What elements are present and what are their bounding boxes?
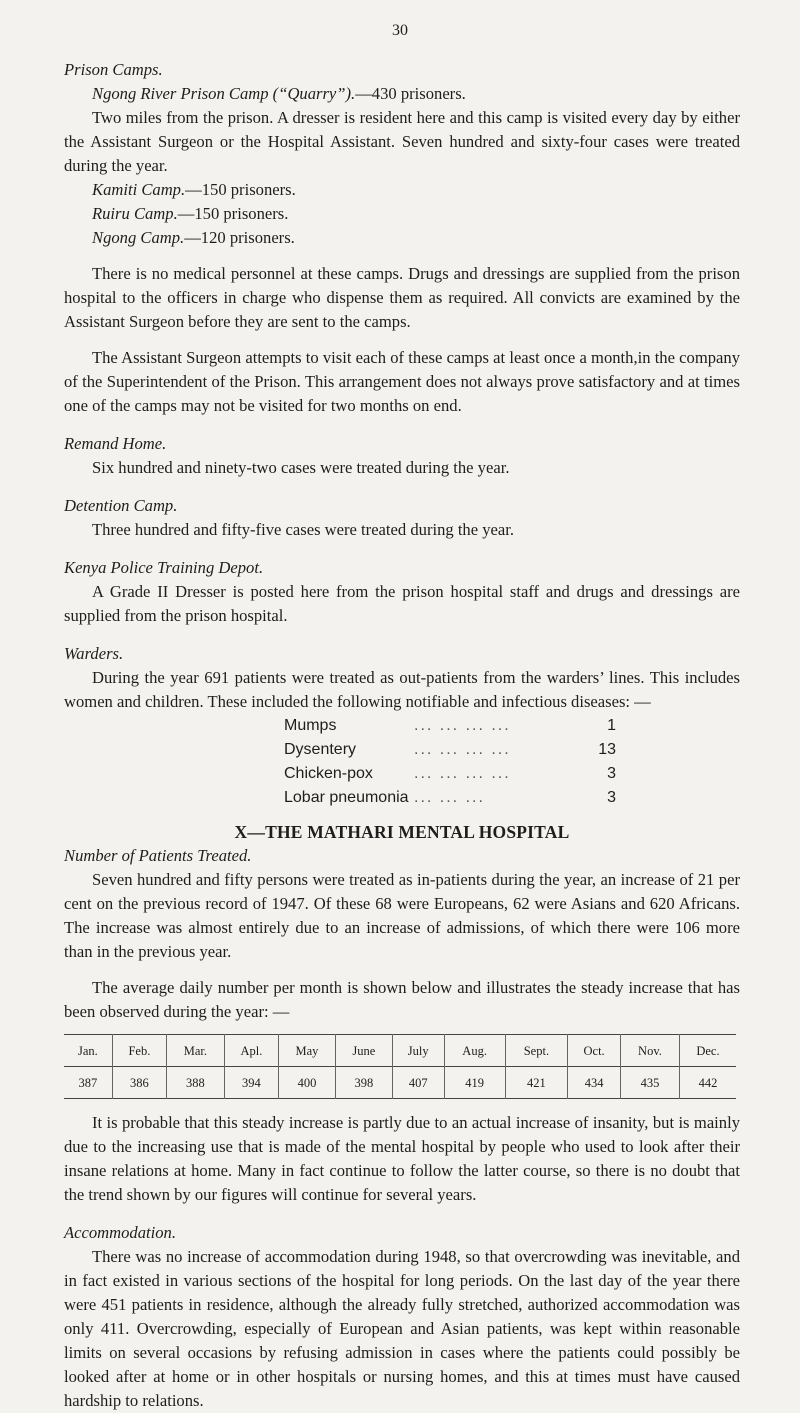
camp-ngong — [64, 226, 740, 250]
camp-count: —150 prisoners. — [177, 204, 289, 223]
disease-row — [284, 738, 616, 762]
camp-count: —430 prisoners. — [355, 84, 466, 103]
section-title: X—THE MATHARI MENTAL HOSPITAL — [234, 822, 570, 842]
disease-list — [284, 714, 616, 810]
heading-remand-home: Remand Home. — [64, 434, 167, 453]
leader-dots: ... ... ... — [414, 789, 485, 806]
month-header: July — [392, 1035, 444, 1067]
paragraph: Six hundred and ninety-two cases were treated during the year. — [92, 458, 510, 477]
table-cell: 434 — [568, 1067, 621, 1099]
month-header: Sept. — [505, 1035, 568, 1067]
disease-name: Dysentery — [284, 741, 357, 758]
disease-count: 1 — [607, 717, 616, 734]
heading-police-depot: Kenya Police Training Depot. — [64, 558, 264, 577]
disease-row — [284, 714, 616, 738]
disease-name: Mumps — [284, 717, 337, 734]
paragraph: The average daily number per month is shown below and illustrates the steady increase that has been observed during the year: — — [64, 978, 740, 1021]
table-row — [64, 1067, 736, 1099]
camp-kamiti — [64, 178, 740, 202]
disease-count: 3 — [607, 789, 616, 806]
page-number: 30 — [392, 22, 408, 39]
month-header: Mar. — [167, 1035, 225, 1067]
heading-patients: Number of Patients Treated. — [64, 846, 252, 865]
month-header: Oct. — [568, 1035, 621, 1067]
camp-name: Ruiru Camp. — [92, 204, 178, 223]
table-cell: 398 — [335, 1067, 392, 1099]
table-cell: 387 — [78, 1075, 98, 1090]
paragraph: During the year 691 patients were treated as out-patients from the warders’ lines. This includes women and children. These included the following notifiable and infectious diseases: — — [64, 668, 740, 711]
table-cell: 419 — [444, 1067, 505, 1099]
page-content — [64, 58, 740, 1413]
month-header: Apl. — [224, 1035, 278, 1067]
table-cell: 386 — [112, 1067, 166, 1099]
table-cell: 435 — [620, 1067, 679, 1099]
paragraph: There is no medical personnel at these camps. Drugs and dressings are supplied from the prison hospital to the officers in charge who dispense them as required. All convicts are examined by the Assistant Surgeon before they are sent to the camps. — [64, 264, 740, 331]
disease-name: Chicken-pox — [284, 765, 373, 782]
leader-dots: ... ... ... ... — [414, 717, 511, 734]
disease-row — [284, 786, 616, 810]
paragraph: A Grade II Dresser is posted here from the prison hospital staff and drugs and dressings are supplied from the prison hospital. — [64, 582, 740, 625]
paragraph: Seven hundred and fifty persons were treated as in-patients during the year, an increase of 21 per cent on the previous record of 1947. Of these 68 were Europeans, 62 were Asians and 620 Africans. The increase was almost entirely due to an increase of admissions, of which there were 106 more than in the previous year. — [64, 870, 740, 961]
table-header-row — [64, 1035, 736, 1067]
paragraph: Two miles from the prison. A dresser is resident here and this camp is visited every day by either the Assistant Surgeon or the Hospital Assistant. Seven hundred and sixty-four cases were treated during the year. — [64, 108, 740, 175]
leader-dots: ... ... ... ... — [414, 741, 511, 758]
table-cell: 388 — [167, 1067, 225, 1099]
month-header: Feb. — [112, 1035, 166, 1067]
disease-row — [284, 762, 616, 786]
month-header: Dec. — [679, 1035, 736, 1067]
month-header: June — [335, 1035, 392, 1067]
month-header: May — [279, 1035, 336, 1067]
daily-average-table — [64, 1034, 736, 1099]
paragraph: Three hundred and fifty-five cases were treated during the year. — [92, 520, 515, 539]
leader-dots: ... ... ... ... — [414, 765, 511, 782]
heading-accommodation: Accommodation. — [64, 1223, 176, 1242]
camp-count: —150 prisoners. — [185, 180, 296, 199]
table-cell: 421 — [505, 1067, 568, 1099]
camp-name: Ngong Camp. — [92, 228, 185, 247]
camp-count: —120 prisoners. — [184, 228, 295, 247]
paragraph: It is probable that this steady increase is partly due to an actual increase of insanity, but is mainly due to the increasing use that is made of the mental hospital by people who used to look after their insane relations at home. Many in fact continue to follow the latter course, so there is no doubt that the trend shown by our figures will continue for several years. — [64, 1113, 740, 1204]
disease-count: 3 — [607, 765, 616, 782]
heading-warders: Warders. — [64, 644, 124, 663]
heading-detention-camp: Detention Camp. — [64, 496, 178, 515]
table-cell: 400 — [279, 1067, 336, 1099]
month-header: Aug. — [444, 1035, 505, 1067]
camp-ruiru — [64, 202, 740, 226]
paragraph: There was no increase of accommodation during 1948, so that overcrowding was inevitable, and in fact existed in various sections of the hospital for long periods. On the last day of the year there were 451 patients in residence, although the already fully stretched, authorized accommodation was only 411. Overcrowding, especially of European and Asian patients, was kept within reasonable limits on several occasions by refusing admission in cases where the patients could possibly be looked after at home or in other hospitals or nursing homes, and this at times must have caused hardship to relations. — [64, 1247, 740, 1410]
disease-name: Lobar pneumonia — [284, 789, 409, 806]
heading-prison-camps: Prison Camps. — [64, 60, 163, 79]
camp-name: Kamiti Camp. — [92, 180, 186, 199]
disease-count: 13 — [598, 741, 616, 758]
month-header: Nov. — [620, 1035, 679, 1067]
table-cell: 394 — [224, 1067, 278, 1099]
table-cell: 407 — [392, 1067, 444, 1099]
camp-ngong-river — [64, 82, 740, 106]
camp-name: Ngong River Prison Camp (“Quarry”). — [92, 84, 356, 103]
paragraph: The Assistant Surgeon attempts to visit each of these camps at least once a month,in the company of the Superintendent of the Prison. This arrangement does not always prove satisfactory and at times one of the camps may not be visited for two months on end. — [64, 348, 740, 415]
month-header: Jan. — [77, 1043, 98, 1058]
table-cell: 442 — [679, 1067, 736, 1099]
